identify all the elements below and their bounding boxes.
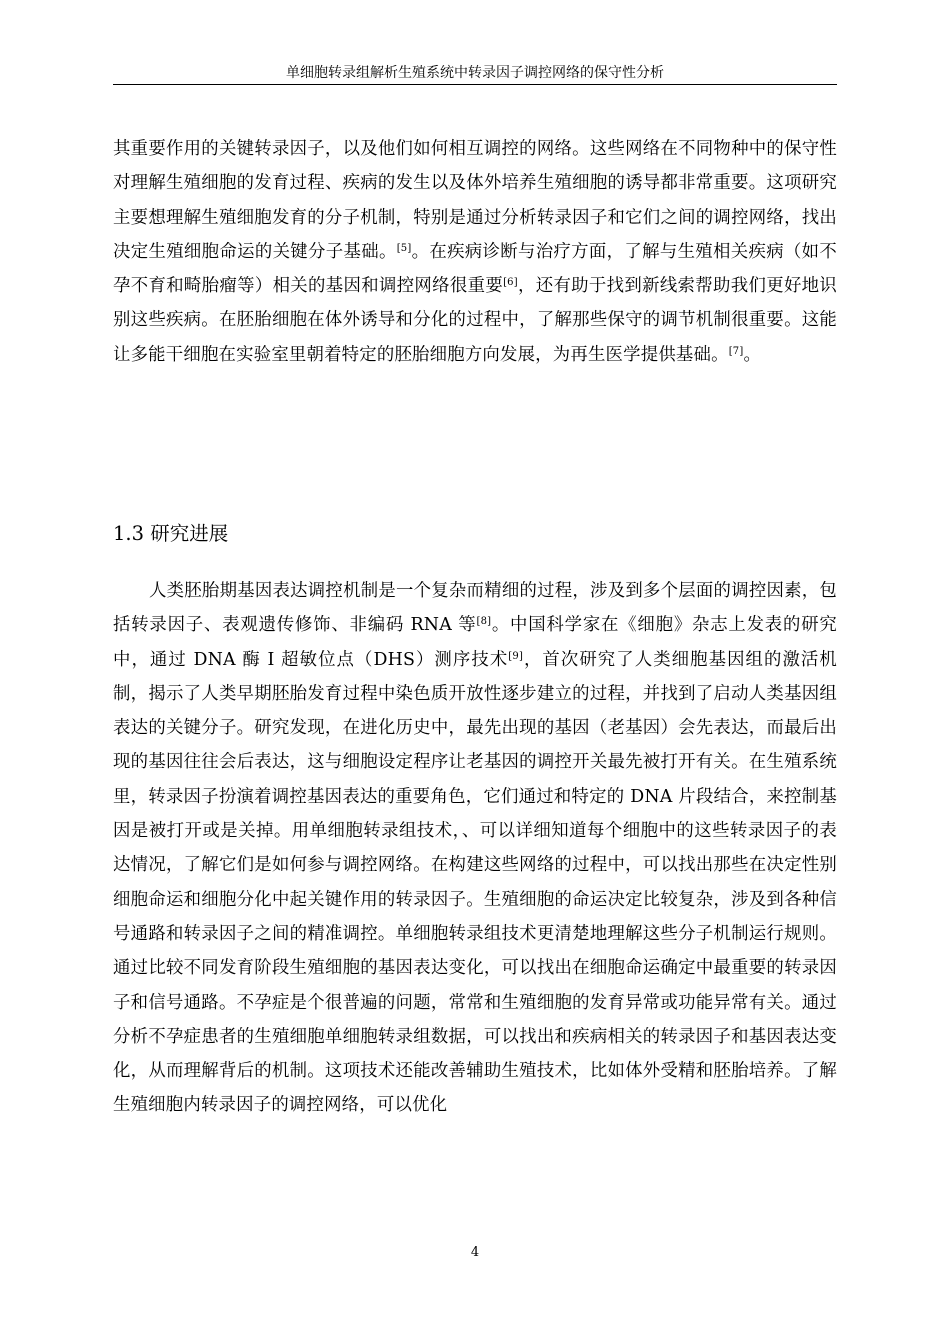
- paragraph-text: ，首次研究了人类细胞基因组的激活机制，揭示了人类早期胚胎发育过程中染色质开放性逐步建立的过程，并找到了启动人类基因组表达的关键分子。研究发现，在进化历史中，最先出现的基因（老基因）会先表达，而最后出现的基因往往会后表达，这与细胞设定程序让老基因的调控开关最先被打开有关。在生殖系统里，转录因子扮演着调控基因表达的重要角色，它们通过和特定的 DNA 片段结合，来控制基因是被打开或是关掉。用单细胞转录组技术，、可以详细知道每个细胞中的这些转录因子的表达情况，了解它们是如何参与调控网络。在构建这些网络的过程中，可以找出那些在决定性别细胞命运和细胞分化中起关键作用的转录因子。生殖细胞的命运决定比较复杂，涉及到各种信号通路和转录因子之间的精准调控。单细胞转录组技术更清楚地理解这些分子机制运行规则。通过比较不同发育阶段生殖细胞的基因表达变化，可以找出在细胞命运确定中最重要的转录因子和信号通路。不孕症是个很普遍的问题，常常和生殖细胞的发育异常或功能异常有关。通过分析不孕症患者的生殖细胞单细胞转录组数据，可以找出和疾病相关的转录因子和基因表达变化，从而理解背后的机制。这项技术还能改善辅助生殖技术，比如体外受精和胚胎培养。了解生殖细胞内转录因子的调控网络，可以优化: [113, 649, 837, 1116]
- body-paragraph: [113, 574, 837, 1123]
- paragraph-text: 。: [743, 344, 762, 365]
- citation-7: [7]: [728, 345, 744, 357]
- body-paragraph-continued: [113, 132, 837, 372]
- citation-8: [8]: [476, 616, 492, 628]
- paragraph-text: 其重要作用的关键转录因子，以及他们如何相互调控的网络。这些网络在不同物种中的保守性对理解生殖细胞的发育过程、疾病的发生以及体外培养生殖细胞的诱导都非常重要。这项研究主要想理解生殖细胞发育的分子机制，特别是通过分析转录因子和它们之间的调控网络，找出决定生殖细胞命运的关键分子基础。: [113, 139, 837, 262]
- citation-6: [6]: [503, 277, 518, 289]
- paragraph-text: 。在疾病诊断与治疗方面，了解与生殖相关疾病（如不孕不育和畸胎瘤等）相关的基因和调控网络很重要: [113, 241, 838, 297]
- paragraph-text: 。中国科学家在《细胞》杂志上发表的研究中，通过 DNA 酶 I 超敏位点（DHS）测序技术: [113, 615, 837, 670]
- citation-9: [9]: [508, 650, 524, 662]
- running-header: 单细胞转录组解析生殖系统中转录因子调控网络的保守性分析: [113, 64, 837, 85]
- page-number: 4: [470, 1245, 480, 1260]
- paragraph-text: ，还有助于找到新线索帮助我们更好地识别这些疾病。在胚胎细胞在体外诱导和分化的过程中，了解那些保守的调节机制很重要。这能让多能干细胞在实验室里朝着特定的胚胎细胞方向发展，为再生医学提供基础。: [113, 276, 837, 365]
- citation-5: [5]: [396, 242, 412, 254]
- paragraph-text: 人类胚胎期基因表达调控机制是一个复杂而精细的过程，涉及到多个层面的调控因素，包括转录因子、表观遗传修饰、非编码 RNA 等: [113, 581, 837, 636]
- section-heading: 1.3 研究进展: [113, 522, 229, 545]
